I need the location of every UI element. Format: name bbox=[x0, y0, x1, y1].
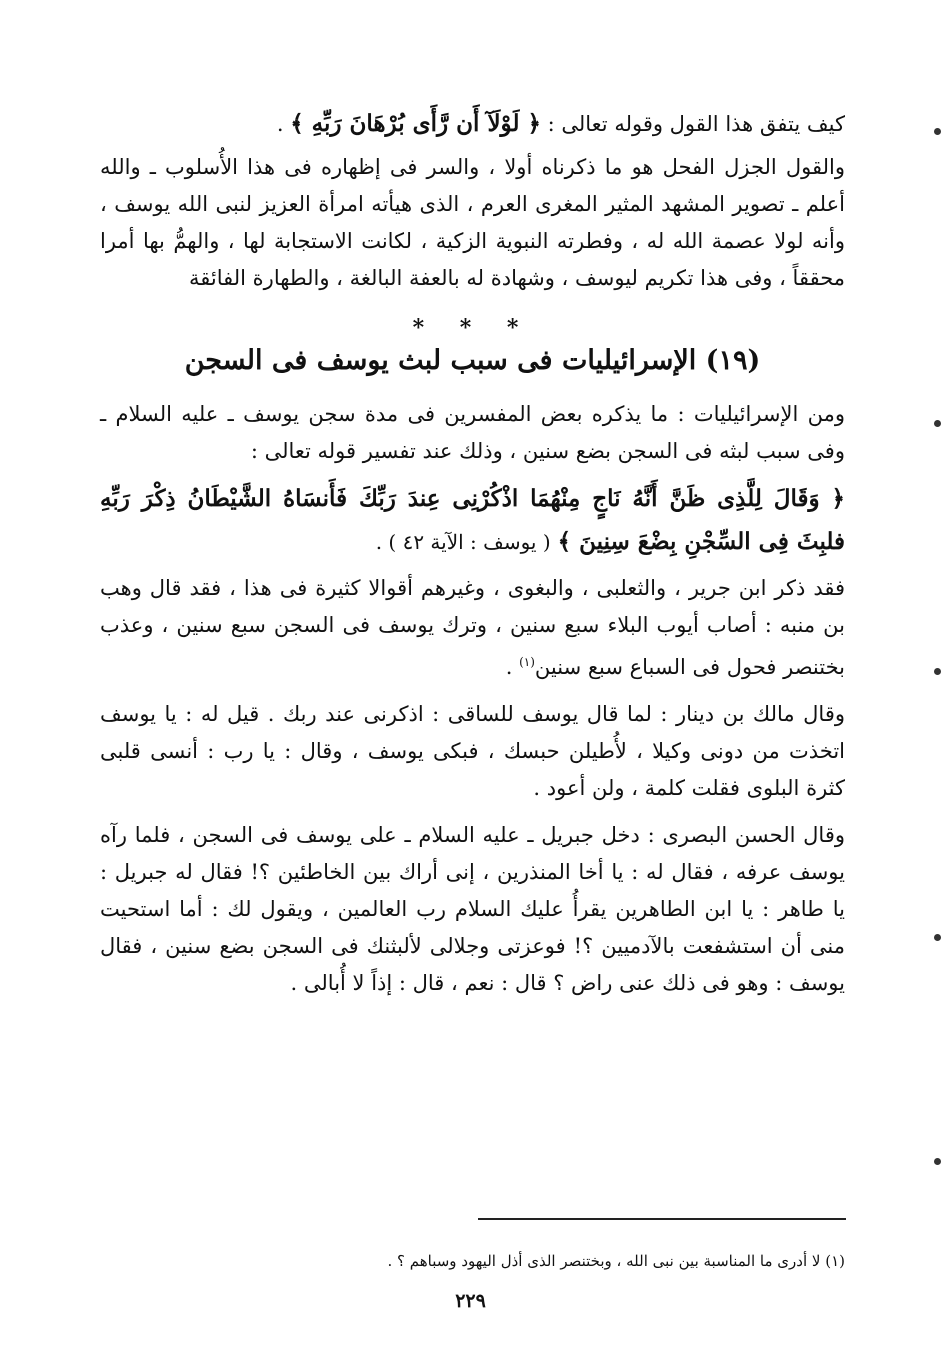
footnote-divider bbox=[478, 1218, 846, 1220]
page-number: ٢٢٩ bbox=[455, 1290, 486, 1312]
footnote: (١) لا أدرى ما المناسبة بين نبى الله ، وبختنصر الذى أذل اليهود وسباهم ؟ . bbox=[387, 1252, 845, 1270]
verse-text: ﴿ وَقَالَ لِلَّذِى ظَنَّ أَنَّهُ نَاجٍ مِنْهُمَا اذْكُرْنِى عِندَ رَبِّكَ فَأَنسَاهُ الشَّيْطَانُ ذِكْرَ رَبِّهِ فلبِثَ فِى السِّجْنِ بِضْعَ سِنِينَ ﴾ bbox=[100, 485, 845, 555]
paragraph-ibn-jarir-end: . bbox=[505, 655, 520, 679]
verse-reference: ( يوسف : الآية ٤٢ ) . bbox=[375, 530, 551, 554]
paragraph-conclusion: والقول الجزل الفحل هو ما ذكرناه أولا ، والسر فى إظهاره فى هذا الأُسلوب ـ والله أعلم ـ تصوير المشهد المثير المغرى العرم ، الذى هيأته امرأة العزيز لنبى الله يوسف ، وأنه لولا عصمة الله له ، وفطرته النبوية الزكية ، لكانت الاستجابة لها ، والهمُّ بها أمرا محققاً ، وفى هذا تكريم ليوسف ، وشهادة له بالعفة البالغة ، والطهارة الفائقة bbox=[100, 155, 845, 290]
paragraph-ibn-jarir-text: فقد ذكر ابن جرير ، والثعلبى ، والبغوى ، وغيرهم أقوالا كثيرة فى هذا ، فقد قال وهب بن منبه : أصاب أيوب البلاء سبع سنين ، وترك يوسف فى السجن سبع سنين ، وعذب بختنصر فحول فى السباع سبع سنين bbox=[100, 576, 845, 679]
paragraph-malik: وقال مالك بن دينار : لما قال يوسف للساقى : اذكرنى عند ربك . قيل له : يا يوسف اتخذت من دونى وكيلا ، لأُطيلن حبسك ، فبكى يوسف ، وقال : يا رب : أنسى قلبى كثرة البلوى فقلت كلمة ، ولن أعود . bbox=[100, 702, 845, 800]
paragraph-intro-text: كيف يتفق هذا القول وقوله تعالى : bbox=[540, 112, 845, 136]
section-separator: * * * bbox=[412, 315, 533, 341]
section-heading: (١٩) الإسرائيليات فى سبب لبث يوسف فى السجن bbox=[184, 345, 761, 376]
page-body bbox=[100, 105, 845, 1002]
quran-quote: ﴿ لَوْلَآ أَن رَّأَى بُرْهَانَ رَبِّهِ ﴾ bbox=[290, 110, 541, 137]
binding-hole-mark bbox=[934, 668, 941, 675]
binding-hole-mark bbox=[934, 1158, 941, 1165]
binding-hole-mark bbox=[934, 128, 941, 135]
paragraph-intro bbox=[100, 105, 845, 143]
paragraph-ibn-jarir bbox=[100, 570, 845, 686]
footnote-marker[interactable]: (١) bbox=[519, 655, 535, 669]
paragraph-hasan: وقال الحسن البصرى : دخل جبريل ـ عليه السلام ـ على يوسف فى السجن ، فلما رآه يوسف عرفه ، فقال له : يا أخا المنذرين ، إنى أراك بين الخاطئين ؟! فقال له جبريل : يا طاهر : يا ابن الطاهرين يقرأُ عليك السلام رب العالمين ، ويقول لك : أما استحيت منى أن استشفعت بالآدميين ؟! فوعزتى وجلالى لألبثنك فى السجن بضع سنين ، فقال يوسف : وهو فى ذلك عنى راض ؟ قال : نعم ، قال : إذاً لا أُبالى . bbox=[100, 823, 845, 995]
paragraph-israiliyyat: ومن الإسرائيليات : ما يذكره بعض المفسرين فى مدة سجن يوسف ـ عليه السلام ـ وفى سبب لبثه فى السجن بضع سنين ، وذلك عند تفسير قوله تعالى : bbox=[100, 402, 845, 463]
verse-block bbox=[100, 478, 845, 564]
binding-hole-mark bbox=[934, 420, 941, 427]
paragraph-intro-end: . bbox=[276, 112, 284, 136]
binding-hole-mark bbox=[934, 934, 941, 941]
